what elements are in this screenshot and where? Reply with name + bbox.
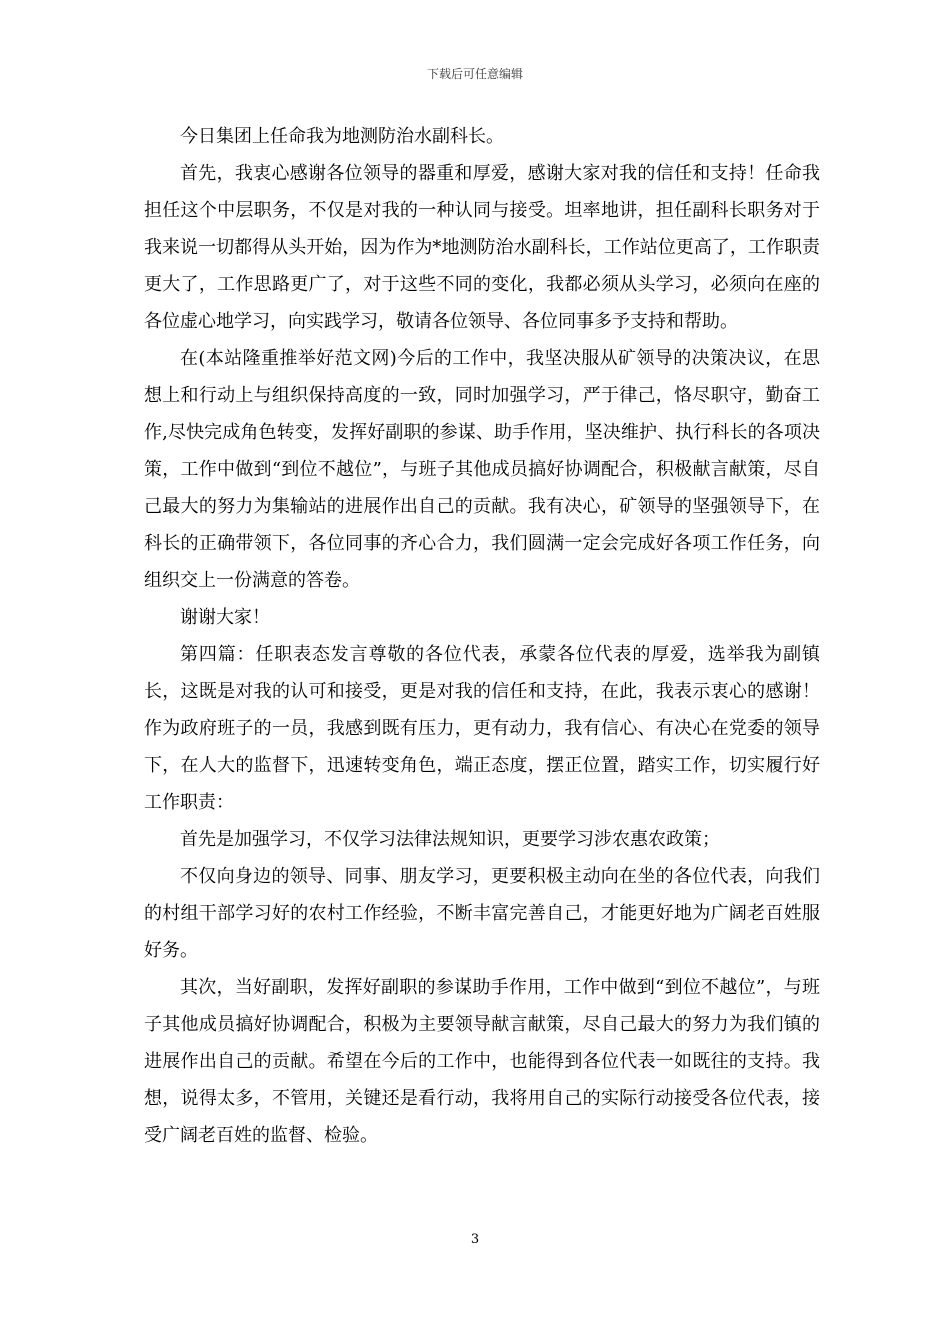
page-header: 下载后可任意编辑	[426, 67, 523, 81]
paragraph-commitment: 在(本站隆重推举好范文网)今后的工作中，我坚决服从矿领导的决策决议，在思想上和行动上与组织保持高度的一致，同时加强学习，严于律己，恪尽职守，勤奋工作,尽快完成角色转变，发挥好副职的参谋、助手作用，坚决维护、执行科长的各项决策，工作中做到“到位不越位”，与班子其他成员搞好协调配合，积极献言献策，尽自己最大的努力为集输站的进展作出自己的贡献。我有决心，矿领导的坚强领导下，在科长的正确带领下，各位同事的齐心合力，我们圆满一定会完成好各项工作任务，向组织交上一份满意的答卷。	[144, 348, 820, 591]
paragraph-thanks: 谢谢大家！	[180, 607, 270, 628]
paragraph-gratitude: 首先，我衷心感谢各位领导的器重和厚爱，感谢大家对我的信任和支持！任命我担任这个中层职务，不仅是对我的一种认同与接受。坦率地讲，担任副科长职务对于我来说一切都得从头开始，因为作为*地测防治水副科长，工作站位更高了，工作职责更大了，工作思路更广了，对于这些不同的变化，我都必须从头学习，必须向在座的各位虚心地学习，向实践学习，敬请各位领导、各位同事多予支持和帮助。	[144, 163, 820, 332]
paragraph-part-four: 第四篇：任职表态发言尊敬的各位代表，承蒙各位代表的厚爱，选举我为副镇长，这既是对我的认可和接受，更是对我的信任和支持，在此，我表示衷心的感谢！作为政府班子的一员，我感到既有压力，更有动力，我有信心、有决心在党委的领导下，在人大的监督下，迅速转变角色，端正态度，摆正位置，踏实工作，切实履行好工作职责：	[144, 644, 820, 813]
page-number: 3	[470, 1232, 480, 1247]
document-body	[144, 118, 820, 1154]
paragraph-study: 首先是加强学习，不仅学习法律法规知识，更要学习涉农惠农政策；	[180, 829, 720, 850]
paragraph-secondly: 其次，当好副职，发挥好副职的参谋助手作用，工作中做到“到位不越位”，与班子其他成员搞好协调配合，积极为主要领导献言献策，尽自己最大的努力为我们镇的进展作出自己的贡献。希望在今后的工作中，也能得到各位代表一如既往的支持。我想，说得太多，不管用，关键还是看行动，我将用自己的实际行动接受各位代表，接受广阔老百姓的监督、检验。	[144, 977, 820, 1146]
paragraph-appointment: 今日集团上任命我为地测防治水副科长。	[180, 126, 504, 147]
paragraph-learn-from-others: 不仅向身边的领导、同事、朋友学习，更要积极主动向在坐的各位代表，向我们的村组干部学习好的农村工作经验，不断丰富完善自己，才能更好地为广阔老百姓服好务。	[144, 866, 820, 961]
